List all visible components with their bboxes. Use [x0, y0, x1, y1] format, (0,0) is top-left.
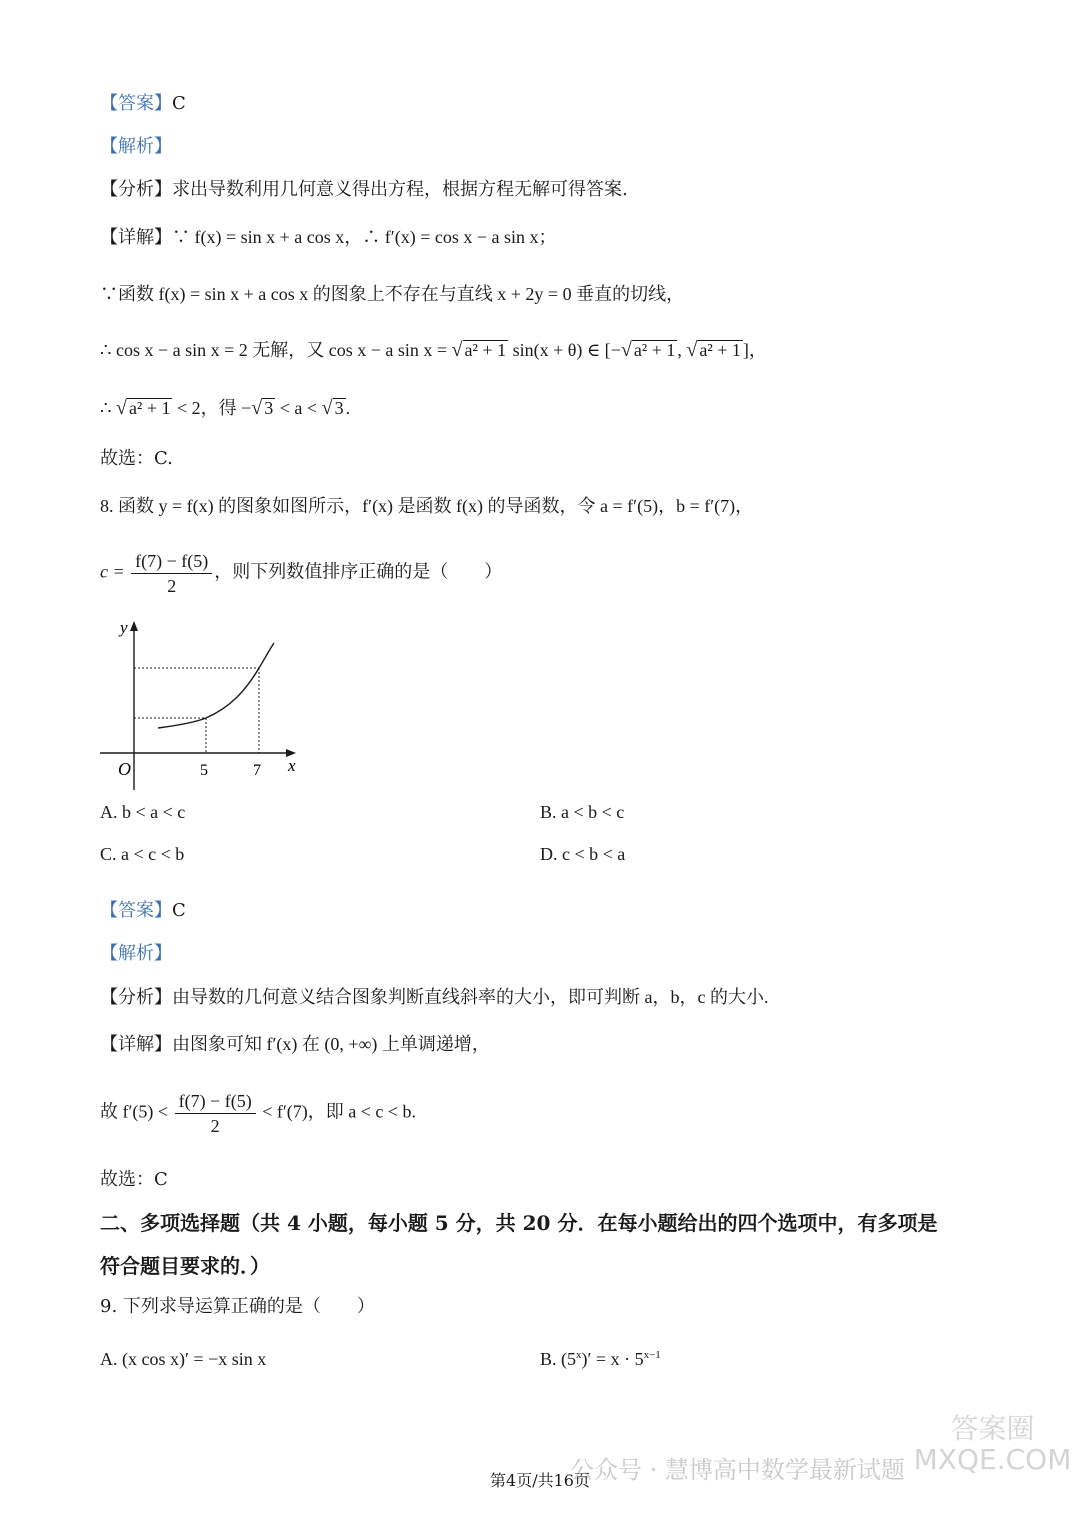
- detail-text-4a: ∴: [100, 398, 116, 418]
- q8-fraction-num: f(7) − f(5): [131, 552, 212, 574]
- q8-option-a: A. b < a < c: [100, 802, 186, 822]
- detail-text-3a: ∴ cos x − a sin x = 2 无解，又 cos x − a sin x =: [100, 340, 452, 360]
- tick-5: 5: [200, 762, 208, 779]
- fenxi-tag: 【分析】: [100, 179, 172, 200]
- q8-fraction-den: 2: [167, 576, 177, 596]
- q8-detail-fraction-den: 2: [210, 1116, 220, 1136]
- q8-c-eq: c =: [100, 561, 130, 582]
- analysis-tag: 【解析】: [100, 136, 172, 157]
- q8-detail-2-post: < f′(7)，即 a < c < b.: [257, 1101, 417, 1122]
- watermark-logo: 答案圈 MXQE.COM: [913, 1412, 1072, 1476]
- choose-line: [100, 450, 173, 468]
- detail-line-2: [100, 285, 684, 303]
- page-number: 第4页/共16页: [490, 1471, 590, 1490]
- detail-text-1: ∵ f(x) = sin x + a cos x，∴ f′(x) = cos x − a sin x；: [172, 227, 557, 247]
- detail-line-1: [100, 228, 557, 246]
- sqrt-content: 3: [264, 398, 274, 418]
- tick-7: 7: [253, 762, 261, 779]
- detail-tag: 【详解】: [100, 227, 172, 247]
- sqrt-content: a² + 1: [633, 340, 676, 360]
- q8-stem-line-2: [100, 552, 502, 595]
- q9-option-b-mid: )′ = x · 5: [581, 1349, 644, 1369]
- q8-analysis-line: [100, 945, 172, 963]
- x-label: x: [288, 756, 296, 775]
- sqrt-content: a² + 1: [128, 398, 171, 418]
- q8-graph: [96, 615, 316, 795]
- watermark-text: 公众号 · 慧博高中数学最新试题: [570, 1456, 905, 1484]
- q8-stem-line-1: [100, 497, 753, 515]
- q8-option-b: B. a < b < c: [540, 802, 625, 822]
- fenxi-text: 求出导数利用几何意义得出方程，根据方程无解可得答案.: [172, 179, 628, 200]
- q9-option-b: [540, 1350, 661, 1368]
- detail-line-4: [100, 398, 350, 418]
- detail-text-3c: sin(x + θ) ∈ [−: [508, 340, 621, 360]
- q8-answer-value: C: [172, 900, 186, 921]
- q8-answer-line: [100, 902, 186, 920]
- q8-fenxi-text: 由导数的几何意义结合图象判断直线斜率的大小，即可判断 a，b，c 的大小.: [172, 987, 769, 1007]
- sqrt-content: a² + 1: [464, 340, 507, 360]
- q8-detail-line-2: [100, 1092, 416, 1135]
- sqrt-sign: √: [321, 397, 333, 419]
- q8-fenxi-line: [100, 988, 768, 1006]
- q8-answer-tag: 【答案】: [100, 900, 172, 921]
- q9-option-a: A. (x cos x)′ = −x sin x: [100, 1349, 267, 1369]
- sqrt-sign: √: [451, 339, 463, 361]
- sqrt-content: a² + 1: [699, 340, 741, 360]
- q8-stem-2-post: ，则下列数值排序正确的是（ ）: [214, 561, 503, 582]
- y-axis-arrow: [130, 621, 138, 631]
- detail-text-2: ∵函数 f(x) = sin x + a cos x 的图象上不存在与直线 x + 2y = 0 垂直的切线，: [100, 284, 685, 304]
- y-label: y: [120, 618, 128, 637]
- origin-label: O: [118, 759, 131, 779]
- section2-heading-1: 二、多项选择题（共 4 小题，每小题 5 分，共 20 分．在每小题给出的四个选项中，有多项是: [100, 1211, 938, 1235]
- q8-analysis-tag: 【解析】: [100, 943, 172, 964]
- detail-text-3g: ]，: [742, 340, 767, 360]
- q8-fraction: [131, 552, 212, 595]
- fenxi-line: [100, 181, 628, 199]
- detail-text-3e: ,: [677, 340, 687, 360]
- sqrt-sign: √: [620, 339, 632, 361]
- q8-choose-line: [100, 1171, 168, 1189]
- q8-fenxi-tag: 【分析】: [100, 987, 172, 1007]
- q9-stem: 9. 下列求导运算正确的是（ ）: [100, 1296, 375, 1317]
- answer-value: C: [172, 93, 186, 114]
- q9-option-b-sup: x: [576, 1349, 582, 1361]
- sqrt-content: 3: [334, 398, 344, 418]
- detail-text-4g: .: [345, 398, 351, 418]
- detail-line-3: [100, 340, 767, 360]
- q8-detail-text-1: 由图象可知 f′(x) 在 (0, +∞) 上单调递增，: [172, 1034, 490, 1054]
- function-curve: [158, 643, 274, 728]
- sqrt-sign: √: [251, 397, 263, 419]
- q8-detail-fraction: [175, 1092, 256, 1135]
- q8-detail-line-1: [100, 1035, 490, 1053]
- q8-option-c: C. a < c < b: [100, 844, 185, 864]
- q9-option-b-sup2: x−1: [643, 1349, 661, 1361]
- choose-text: 故选：C.: [100, 448, 173, 469]
- answer-line: [100, 95, 186, 113]
- section2-heading-2: 符合题目要求的．）: [100, 1254, 270, 1278]
- detail-text-4c: < 2，得 −: [172, 398, 252, 418]
- q8-detail-tag: 【详解】: [100, 1034, 172, 1054]
- q8-detail-fraction-num: f(7) − f(5): [175, 1092, 256, 1114]
- q8-option-d: D. c < b < a: [540, 844, 626, 864]
- q8-choose-text: 故选：C: [100, 1169, 168, 1190]
- analysis-line: [100, 138, 172, 156]
- sqrt-sign: √: [115, 397, 127, 419]
- q9-option-b-pre: B. (5: [540, 1349, 576, 1369]
- q8-stem-1: 8. 函数 y = f(x) 的图象如图所示，f′(x) 是函数 f(x) 的导函数，令 a = f′(5)，b = f′(7)，: [100, 496, 754, 516]
- guide-lines: [134, 668, 259, 753]
- detail-text-4e: < a <: [275, 398, 322, 418]
- q8-detail-2-pre: 故 f′(5) <: [100, 1101, 173, 1122]
- sqrt-sign: √: [686, 339, 698, 361]
- answer-tag: 【答案】: [100, 93, 172, 114]
